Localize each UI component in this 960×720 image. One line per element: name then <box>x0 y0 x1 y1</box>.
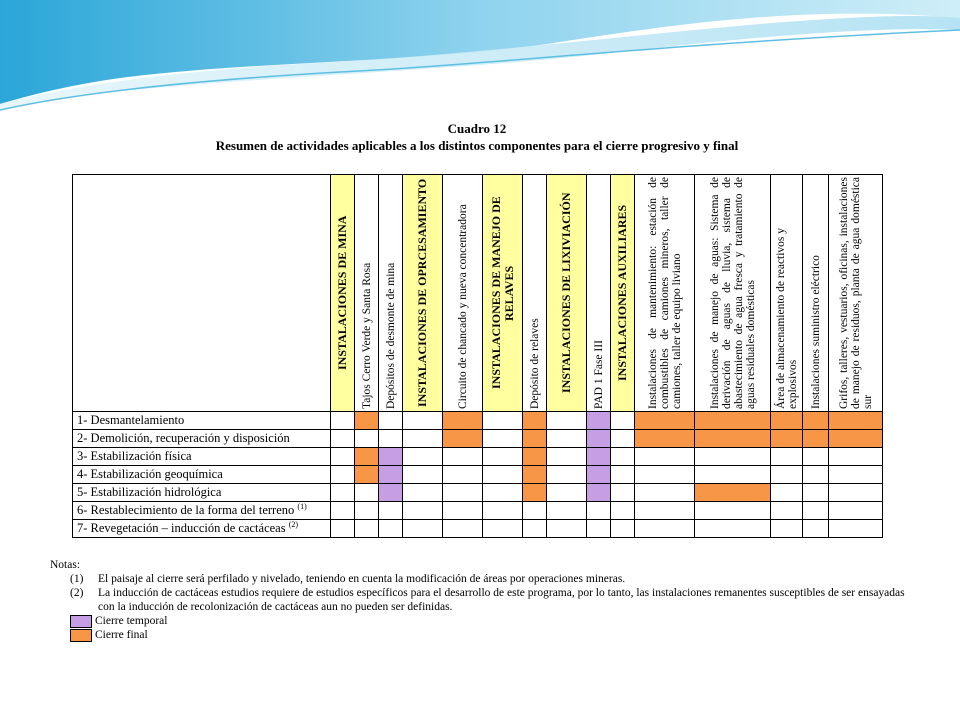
cell-empty <box>611 520 635 538</box>
cell-empty <box>611 502 635 520</box>
cell-empty <box>695 502 771 520</box>
cell-empty <box>829 502 883 520</box>
column-header-11 <box>695 175 771 412</box>
cell-cierre-final <box>829 412 883 430</box>
cell-cierre-temporal <box>587 448 611 466</box>
row-label: 3- Estabilización física <box>73 448 331 466</box>
cell-cierre-temporal <box>379 466 403 484</box>
cell-empty <box>331 448 355 466</box>
cell-empty <box>355 502 379 520</box>
cell-cierre-temporal <box>587 466 611 484</box>
cell-empty <box>403 430 443 448</box>
title-block <box>72 120 882 154</box>
table-row <box>73 502 883 520</box>
cell-empty <box>547 502 587 520</box>
row-label: 1- Desmantelamiento <box>73 412 331 430</box>
column-header-6 <box>523 175 547 412</box>
cell-cierre-temporal <box>379 448 403 466</box>
row-footnote-marker: (2) <box>288 520 299 530</box>
legend-label: Cierre temporal <box>95 615 168 627</box>
cell-empty <box>483 430 523 448</box>
column-header-2 <box>379 175 403 412</box>
cell-empty <box>403 484 443 502</box>
group-header-7 <box>547 175 587 412</box>
cell-cierre-final <box>523 466 547 484</box>
cell-empty <box>695 520 771 538</box>
cell-cierre-final <box>635 412 695 430</box>
cell-empty <box>547 448 587 466</box>
cell-cierre-final <box>695 412 771 430</box>
row-label: 2- Demolición, recuperación y disposición <box>73 430 331 448</box>
cell-empty <box>695 466 771 484</box>
cell-empty <box>547 520 587 538</box>
cell-empty <box>611 448 635 466</box>
cell-empty <box>803 484 829 502</box>
cell-empty <box>331 484 355 502</box>
column-header-14 <box>829 175 883 412</box>
legend-item <box>70 628 910 642</box>
cell-empty <box>771 448 803 466</box>
column-header-label: INSTALACIONES DE LIXIVIACIÓN <box>559 192 573 394</box>
cell-empty <box>403 466 443 484</box>
cell-cierre-temporal <box>587 430 611 448</box>
column-header-label: Instalaciones suministro eléctrico <box>809 255 822 409</box>
table-row <box>73 448 883 466</box>
cell-empty <box>523 520 547 538</box>
column-header-1 <box>355 175 379 412</box>
activities-table <box>72 174 883 538</box>
row-footnote-marker: (1) <box>297 502 307 512</box>
column-header-label: Grifos, talleres, vestuarios, oficinas, instalaciones de manejo de residuos, planta de agua doméstica sur <box>837 177 874 409</box>
cell-empty <box>379 430 403 448</box>
cell-empty <box>803 466 829 484</box>
column-header-12 <box>771 175 803 412</box>
note-number: (2) <box>70 587 84 599</box>
cell-cierre-final <box>803 412 829 430</box>
cell-cierre-final <box>355 412 379 430</box>
cell-cierre-final <box>355 466 379 484</box>
cell-empty <box>635 484 695 502</box>
cell-cierre-final <box>771 412 803 430</box>
cell-empty <box>331 502 355 520</box>
column-header-label: Instalaciones de mantenimiento: estación de combustibles de camiones mineros, taller de camiones, taller de equipo liviano <box>646 177 683 409</box>
row-label: 6- Restablecimiento de la forma del terreno $^{(1)}$ <box>73 502 331 520</box>
header-row <box>73 175 883 412</box>
cell-empty <box>403 520 443 538</box>
row-label: 4- Estabilización geoquímica <box>73 466 331 484</box>
cell-empty <box>483 520 523 538</box>
note-text: La inducción de cactáceas estudios requiere de estudios específicos para el desarrollo de este programa, por lo tanto, las instalaciones remanentes susceptibles de ser ensayadas con la inducción de recolonización de cactáceas aun no pueden ser definidas. <box>98 587 905 613</box>
row-label: 7- Revegetación – inducción de cactáceas $^{(2)}$ <box>73 520 331 538</box>
cell-empty <box>587 502 611 520</box>
cell-empty <box>355 430 379 448</box>
note-number: (1) <box>70 573 84 585</box>
cell-empty <box>379 412 403 430</box>
legend-label: Cierre final <box>95 629 148 641</box>
table-subtitle: Resumen de actividades aplicables a los distintos componentes para el cierre progresivo y final <box>215 138 739 153</box>
cell-cierre-final <box>523 448 547 466</box>
cell-empty <box>829 448 883 466</box>
cell-empty <box>803 520 829 538</box>
cell-empty <box>771 484 803 502</box>
legend-item <box>70 614 910 628</box>
column-header-8 <box>587 175 611 412</box>
decorative-wave-banner <box>0 0 960 120</box>
notes-heading: Notas: <box>50 559 81 571</box>
cell-empty <box>483 448 523 466</box>
column-header-label: Instalaciones de manejo de aguas: Sistema de derivación de aguas de lluvia, sistema de abastecimiento de agua fresca y tratamiento de aguas residuales domésticas <box>708 177 757 409</box>
cell-empty <box>771 520 803 538</box>
cell-empty <box>547 412 587 430</box>
cell-empty <box>635 502 695 520</box>
cell-empty <box>611 430 635 448</box>
cell-empty <box>403 448 443 466</box>
column-header-label: Depósitos de desmonte de mina <box>384 262 397 409</box>
cell-cierre-final <box>523 412 547 430</box>
cell-empty <box>523 502 547 520</box>
cell-empty <box>403 412 443 430</box>
cell-empty <box>331 412 355 430</box>
group-header-0 <box>331 175 355 412</box>
cell-empty <box>635 466 695 484</box>
column-header-label: Área de almacenamiento de reactivos y explosivos <box>774 227 799 409</box>
cell-empty <box>803 502 829 520</box>
cell-empty <box>803 448 829 466</box>
cell-empty <box>483 466 523 484</box>
cell-empty <box>331 466 355 484</box>
note-item <box>50 572 910 586</box>
cell-cierre-final <box>803 430 829 448</box>
cell-empty <box>331 430 355 448</box>
row-label: 5- Estabilización hidrológica <box>73 484 331 502</box>
cell-empty <box>355 520 379 538</box>
column-header-13 <box>803 175 829 412</box>
table-row <box>73 430 883 448</box>
cell-empty <box>443 466 483 484</box>
cell-cierre-final <box>523 430 547 448</box>
cell-empty <box>443 520 483 538</box>
cell-empty <box>611 412 635 430</box>
column-header-label: INSTALACIONES AUXILIARES <box>615 204 629 382</box>
cell-empty <box>771 502 803 520</box>
cell-empty <box>695 448 771 466</box>
cell-cierre-temporal <box>587 412 611 430</box>
cell-empty <box>379 502 403 520</box>
cell-empty <box>483 502 523 520</box>
cell-cierre-final <box>635 430 695 448</box>
cell-empty <box>483 412 523 430</box>
group-header-3 <box>403 175 443 412</box>
cell-cierre-final <box>355 448 379 466</box>
table-row <box>73 466 883 484</box>
cell-empty <box>771 466 803 484</box>
cell-empty <box>355 484 379 502</box>
cell-empty <box>547 466 587 484</box>
legend-swatch <box>70 615 92 628</box>
cell-cierre-final <box>523 484 547 502</box>
table-title: Cuadro 12 <box>447 121 507 136</box>
cell-empty <box>611 484 635 502</box>
cell-empty <box>547 484 587 502</box>
cell-cierre-temporal <box>587 484 611 502</box>
cell-empty <box>443 502 483 520</box>
cell-empty <box>829 484 883 502</box>
cell-empty <box>547 430 587 448</box>
cell-empty <box>379 520 403 538</box>
table-row <box>73 412 883 430</box>
cell-empty <box>587 520 611 538</box>
cell-cierre-final <box>829 430 883 448</box>
cell-empty <box>611 466 635 484</box>
column-header-label: INSTALACIONES DE OPRCESAMIENTO <box>415 178 429 408</box>
column-header-label: INSTALACIONES DE MANEJO DE RELAVES <box>488 196 516 390</box>
cell-cierre-final <box>771 430 803 448</box>
column-header-label: Circuito de chancado y nueva concentradora <box>456 204 469 409</box>
table-row <box>73 520 883 538</box>
cell-empty <box>331 520 355 538</box>
table-body <box>73 412 883 538</box>
column-header-label: PAD 1 Fase III <box>592 340 605 409</box>
cell-cierre-final <box>443 412 483 430</box>
column-header-4 <box>443 175 483 412</box>
cell-cierre-final <box>695 430 771 448</box>
cell-cierre-final <box>443 430 483 448</box>
cell-empty <box>829 466 883 484</box>
column-header-10 <box>635 175 695 412</box>
column-header-label: INSTALACIONES DE MINA <box>335 215 349 371</box>
table-row <box>73 484 883 502</box>
cell-empty <box>403 502 443 520</box>
group-header-9 <box>611 175 635 412</box>
cell-empty <box>483 484 523 502</box>
cell-cierre-temporal <box>379 484 403 502</box>
column-header-label: Depósito de relaves <box>528 318 541 409</box>
cell-empty <box>829 520 883 538</box>
notes-section <box>50 558 910 642</box>
cell-empty <box>635 448 695 466</box>
header-corner <box>73 175 331 412</box>
cell-empty <box>443 484 483 502</box>
legend-swatch <box>70 629 92 642</box>
note-text: El paisaje al cierre será perfilado y nivelado, teniendo en cuenta la modificación de áreas por operaciones mineras. <box>98 573 626 585</box>
cell-empty <box>443 448 483 466</box>
note-item <box>50 586 910 614</box>
column-header-label: Tajos Cerro Verde y Santa Rosa <box>360 262 373 409</box>
cell-cierre-final <box>695 484 771 502</box>
group-header-5 <box>483 175 523 412</box>
cell-empty <box>635 520 695 538</box>
